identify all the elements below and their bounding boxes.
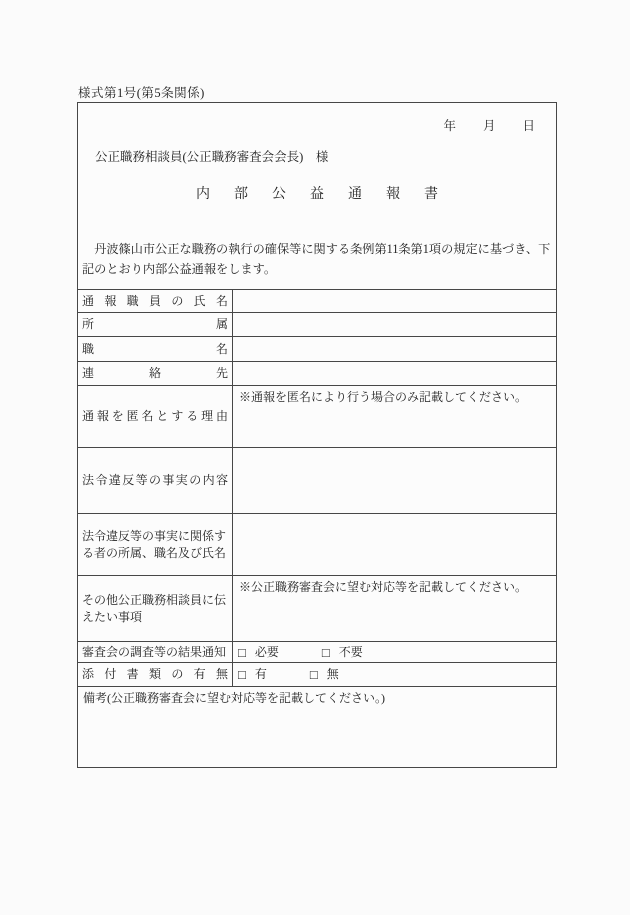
other-matters-note: ※公正職務審査会に望む対応等を記載してください。 [239, 580, 528, 594]
option-attachment-yes-label: 有 [254, 667, 267, 681]
form-table [78, 289, 556, 767]
attachments-options-cell [233, 663, 556, 686]
table-row [78, 687, 556, 767]
table-row [78, 386, 556, 448]
option-required [238, 644, 279, 661]
result-notice-label: 審査会の調査等の結果通知 [78, 642, 233, 662]
job-title-label: 職名 [78, 337, 233, 361]
violation-facts-input-cell[interactable] [233, 448, 556, 513]
remarks-input-cell[interactable] [78, 687, 556, 767]
anonymity-reason-label: 通報を匿名とする理由 [78, 386, 233, 447]
violation-facts-label: 法令違反等の事実の内容 [78, 448, 233, 513]
attachments-label: 添付書類の有無 [78, 663, 233, 686]
document-title: 内部公益通報書 [196, 187, 462, 202]
reporter-name-input-cell[interactable] [233, 290, 556, 312]
table-row [78, 514, 556, 576]
intro-paragraph: 丹波篠山市公正な職務の執行の確保等に関する条例第11条第1項の規定に基づき、下記のとおり内部公益通報をします。 [82, 242, 551, 276]
date-year-label: 年 [443, 119, 456, 133]
related-persons-label: 法令違反等の事実に関係する者の所属、職名及び氏名 [78, 514, 233, 575]
other-matters-input-cell[interactable] [233, 576, 556, 641]
affiliation-label: 所属 [78, 313, 233, 336]
table-row [78, 576, 556, 642]
table-row [78, 362, 556, 386]
option-required-label: 必要 [254, 644, 279, 659]
anonymity-reason-note: ※通報を匿名により行う場合のみ記載してください。 [239, 390, 528, 404]
option-attachment-no [310, 666, 339, 683]
table-row [78, 663, 556, 687]
form-outline [77, 102, 557, 768]
contact-label: 連絡先 [78, 362, 233, 385]
table-row [78, 337, 556, 362]
other-matters-label: その他公正職務相談員に伝えたい事項 [78, 576, 233, 641]
table-row [78, 290, 556, 313]
date-line [78, 116, 556, 134]
remarks-label: 備考(公正職務審査会に望む対応等を記載してください。) [83, 691, 385, 705]
checkbox-not-required[interactable]: □ [321, 644, 330, 660]
option-not-required-label: 不要 [338, 644, 363, 659]
date-day-label: 日 [522, 119, 535, 133]
option-attachment-yes [238, 666, 267, 683]
reporter-name-label: 通報職員の氏名 [78, 290, 233, 312]
checkbox-attachment-no[interactable]: □ [309, 667, 318, 682]
table-row [78, 448, 556, 514]
table-row [78, 642, 556, 663]
anonymity-reason-input-cell[interactable] [233, 386, 556, 447]
addressee: 公正職務相談員(公正職務審査会会長) 様 [95, 150, 329, 164]
option-not-required [322, 644, 363, 661]
job-title-input-cell[interactable] [233, 337, 556, 361]
checkbox-attachment-yes[interactable]: □ [238, 667, 246, 682]
form-number: 様式第1号(第5条関係) [78, 86, 205, 100]
date-month-label: 月 [482, 119, 496, 133]
result-notice-options-cell [233, 642, 556, 662]
affiliation-input-cell[interactable] [233, 313, 556, 336]
option-attachment-no-label: 無 [326, 667, 339, 681]
contact-input-cell[interactable] [233, 362, 556, 385]
related-persons-input-cell[interactable] [233, 514, 556, 575]
table-row [78, 313, 556, 337]
checkbox-required[interactable]: □ [238, 644, 246, 660]
